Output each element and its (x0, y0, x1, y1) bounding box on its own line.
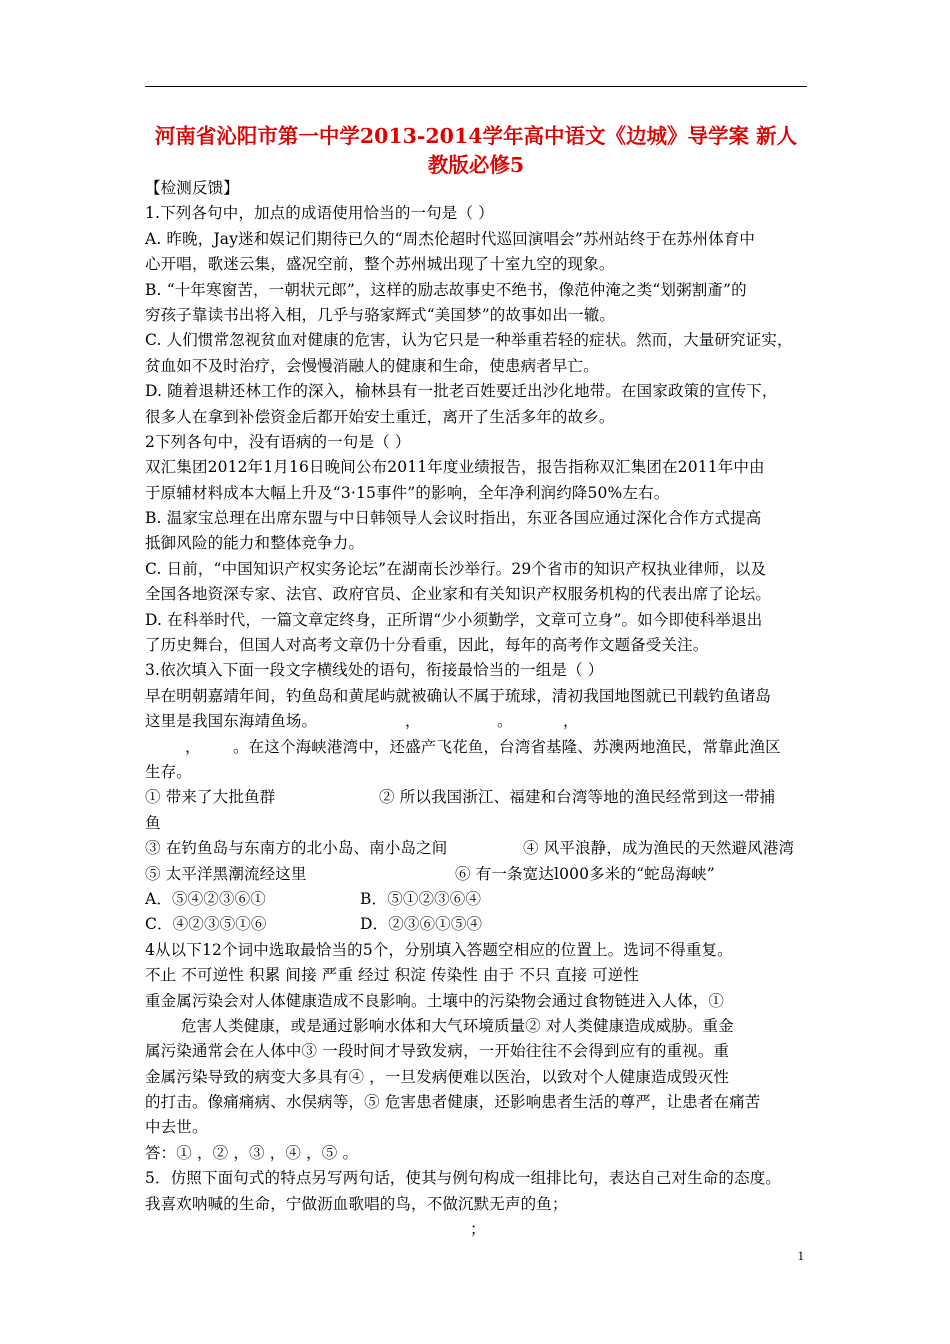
q3-options-row2 (145, 836, 811, 861)
header-rule (145, 86, 807, 87)
q1-option-c-line1: C. 人们惯常忽视贫血对健康的危害，认为它只是一种举重若轻的症状。然而，大量研究证实， (145, 331, 793, 350)
q3-options-row1 (145, 785, 811, 810)
q3-choice-a: A．⑤④②③⑥① (145, 889, 266, 908)
page-number: 1 (797, 1248, 804, 1263)
q3-option-3: ③ 在钓鱼岛与东南方的北小岛、南小岛之间 (145, 839, 448, 858)
q4-answer-line: 答：① ，② ，③ ，④ ，⑤ 。 (145, 1143, 359, 1162)
q2-option-a-line2: 于原辅材料成本大幅上升及“3·15事件”的影响，全年净利润约降50%左右。 (145, 483, 670, 502)
q1-option-c-line2: 贫血如不及时治疗，会慢慢消融人的健康和生命，使患病者早亡。 (145, 356, 599, 375)
q4-text-line2: 危害人类健康，或是通过影响水体和大气环境质量② 对人类健康造成威胁。重金 (181, 1016, 734, 1035)
q1-option-a-line2: 心开唱，歌迷云集，盛况空前，整个苏州城出现了十室九空的现象。 (145, 255, 615, 274)
blank-separator: ， (405, 712, 421, 731)
q3-choice-d: D．②③⑥①⑤④ (360, 915, 483, 934)
q2-option-b-line1: B. 温家宝总理在出席东盟与中日韩领导人会议时指出，东亚各国应通过深化合作方式提高 (145, 509, 762, 528)
q3-passage-text: 这里是我国东海靖鱼场。 (145, 712, 318, 731)
q3-choices-row2 (145, 912, 811, 937)
q4-text-line6: 中去世。 (145, 1118, 208, 1137)
section-heading: 【检测反馈】 (145, 179, 239, 197)
q3-choice-c: C．④②③⑤①⑥ (145, 915, 267, 934)
q4-text-line4: 金属污染导致的病变大多具有④ ，一旦发病便难以医治，以致对个人健康造成毁灭性 (145, 1067, 730, 1086)
q4-text-line5: 的打击。像痛痛病、水俣病等，⑤ 危害患者健康，还影响患者生活的尊严，让患者在痛苦 (145, 1093, 761, 1112)
q1-option-d-line1: D. 随着退耕还林工作的深入，榆林县有一批老百姓要迁出沙化地带。在国家政策的宣传下， (145, 382, 778, 401)
q4-stem: 4从以下12个词中选取最恰当的5个，分别填入答题空相应的位置上。选词不得重复。 (145, 940, 733, 959)
q5-blank-end: ； (470, 1220, 486, 1239)
q1-option-d-line2: 很多人在拿到补偿资金后都开始安土重迁，离开了生活多年的故乡。 (145, 407, 615, 426)
q3-option-6: ⑥ 有一条宽达l000多米的“蛇岛海峡” (455, 864, 715, 883)
blank-separator: ， (185, 737, 201, 756)
q3-options-row3 (145, 862, 811, 887)
q3-option-4: ④ 风平浪静，成为渔民的天然避风港湾 (523, 839, 795, 858)
q3-choices-row1 (145, 887, 811, 912)
q3-passage-line1: 早在明朝嘉靖年间，钓鱼岛和黄尾屿就被确认不属于琉球，清初我国地图就已刊载钓鱼诸岛 (145, 686, 772, 705)
q4-text-line1: 重金属污染会对人体健康造成不良影响。土壤中的污染物会通过食物链进入人体，① (145, 991, 725, 1010)
q5-stem: 5．仿照下面句式的特点另写两句话，使其与例句构成一组排比句，表达自己对生命的态度。 (145, 1169, 782, 1188)
q3-choice-b: B．⑤①②③⑥④ (360, 889, 482, 908)
q3-stem: 3.依次填入下面一段文字横线处的语句，衔接最恰当的一组是（ ） (145, 661, 604, 680)
q3-option-1: ① 带来了大批鱼群 (145, 788, 276, 807)
q3-passage-line3 (145, 735, 811, 760)
q2-option-a-line1: 双汇集团2012年1月16日晚间公布2011年度业绩报告，报告指称双汇集团在2011年中由 (145, 458, 765, 477)
document-title (145, 122, 807, 180)
title-line-2: 教版必修5 (427, 153, 525, 177)
q3-passage-line4: 生存。 (145, 762, 192, 781)
blank-separator: 。 (497, 712, 513, 731)
q2-option-d-line1: D. 在科举时代，一篇文章定终身，正所谓“少小须勤学，文章可立身”。如今即使科举退出 (145, 610, 763, 629)
q2-option-b-line2: 抵御风险的能力和整体竞争力。 (145, 534, 365, 553)
q3-option-2-cont: 鱼 (145, 813, 161, 832)
q1-option-b-line1: B. “十年寒窗苦，一朝状元郎”，这样的励志故事史不绝书，像范仲淹之类“划粥割齑”的 (145, 280, 747, 299)
q5-example: 我喜欢呐喊的生命，宁做沥血歌唱的鸟，不做沉默无声的鱼； (145, 1194, 568, 1213)
q3-option-5: ⑤ 太平洋黑潮流经这里 (145, 864, 307, 883)
q2-stem: 2下列各句中，没有语病的一句是（ ） (145, 432, 411, 451)
q1-option-b-line2: 穷孩子靠读书出将入相，几乎与骆家辉式“美国梦”的故事如出一辙。 (145, 305, 616, 324)
document-body (145, 176, 811, 1242)
q1-option-a-line1: A. 昨晚，Jay迷和娱记们期待已久的“周杰伦超时代巡回演唱会”苏州站终于在苏州体育中 (145, 229, 756, 248)
q2-option-c-line1: C. 日前，“中国知识产权实务论坛”在湖南长沙举行。29个省市的知识产权执业律师，以及 (145, 559, 767, 578)
q3-option-2: ② 所以我国浙江、福建和台湾等地的渔民经常到这一带捕 (379, 788, 776, 807)
q2-option-d-line2: 了历史舞台，但国人对高考文章仍十分看重，因此，每年的高考作文题备受关注。 (145, 636, 709, 655)
q2-option-c-line2: 全国各地资深专家、法官、政府官员、企业家和有关知识产权服务机构的代表出席了论坛。 (145, 585, 772, 604)
q4-word-bank: 不止 不可逆性 积累 间接 严重 经过 积淀 传染性 由于 不只 直接 可逆性 (145, 966, 640, 985)
q4-text-line3: 属污染通常会在人体中③ 一段时间才导致发病，一开始往往不会得到应有的重视。重 (145, 1042, 730, 1061)
q3-passage-line2 (145, 709, 811, 734)
blank-separator: ， (563, 712, 579, 731)
q3-passage-text: 。在这个海峡港湾中，还盛产飞花鱼，台湾省基隆、苏澳两地渔民，常靠此渔区 (233, 737, 781, 756)
q1-stem: 1.下列各句中，加点的成语使用恰当的一句是（ ） (145, 204, 494, 223)
title-line-1: 河南省沁阳市第一中学2013-2014学年高中语文《边城》导学案 新人 (154, 124, 798, 148)
